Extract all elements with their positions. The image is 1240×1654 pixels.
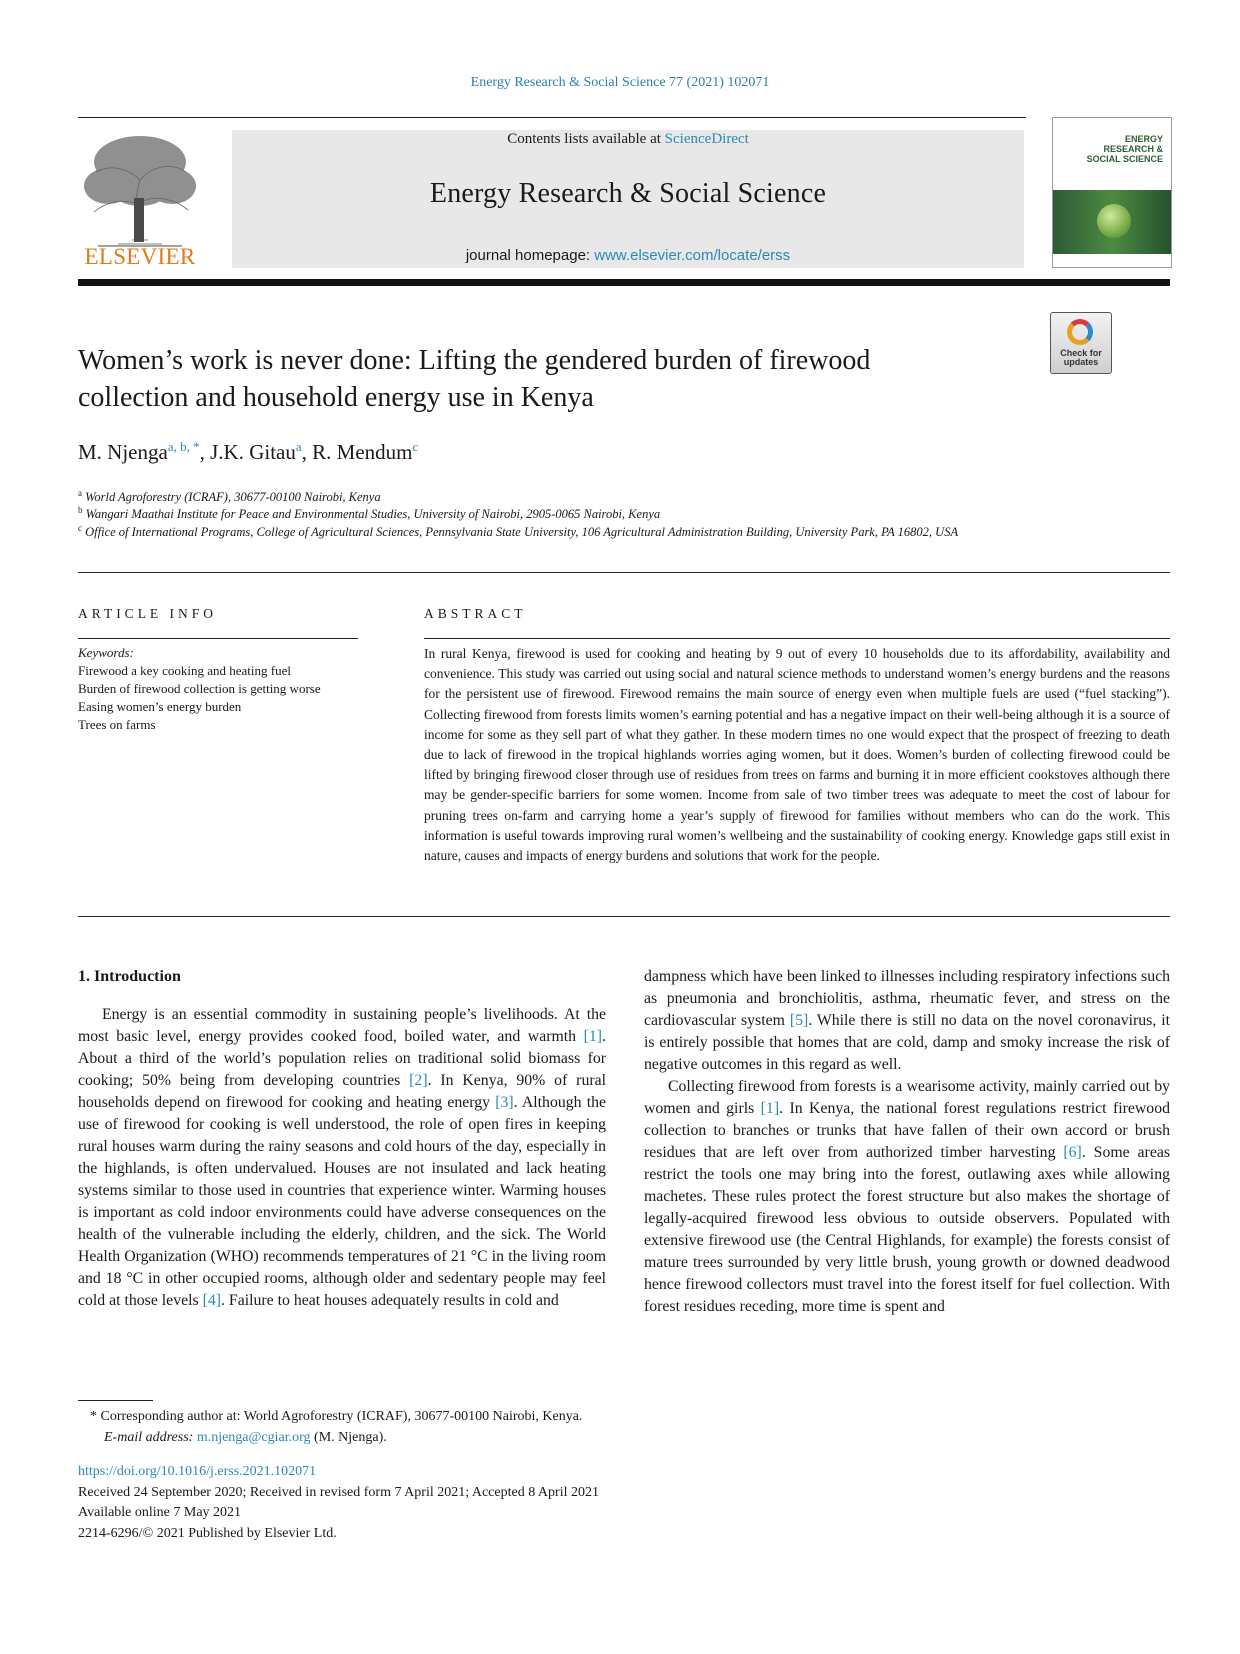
body-paragraph <box>644 966 1170 1076</box>
body-paragraph <box>78 1004 606 1312</box>
affiliation-mark: c <box>78 523 82 533</box>
journal-cover-thumbnail[interactable] <box>1052 117 1172 268</box>
abstract-heading: ABSTRACT <box>424 606 527 621</box>
article-info-rule <box>78 638 358 639</box>
corresponding-author-note: * Corresponding author at: World Agroforestry (ICRAF), 30677-00100 Nairobi, Kenya. <box>90 1409 583 1424</box>
affiliation-text: Wangari Maathai Institute for Peace and Environmental Studies, University of Nairobi, 2905-0065 Nairobi, Kenya <box>85 507 661 522</box>
email-label: E-mail address: <box>104 1430 197 1445</box>
citation-reference-link[interactable]: [1] <box>583 1028 603 1045</box>
body-text: . Although the use of firewood for cooking is well understood, the role of open fires in keeping rural houses warm during the rainy seasons and cold hours of the day, especially in the highlands, is often undervalued. Houses are not insulated and lack heating systems similar to those used in countries that experience winter. Warming houses is important as cold indoor environments could have adverse consequences on the health of the vulnerable including the elderly, children, and the sick. The World Health Organization (WHO) recommends temperatures of 21 °C in the living room and 18 °C in other occupied rooms, although older and sedentary people may feel cold at those levels <box>78 1094 606 1309</box>
keywords-label: Keywords: <box>78 645 134 660</box>
publication-info <box>78 1462 599 1544</box>
keyword: Easing women’s energy burden <box>78 699 242 714</box>
citation-reference-link[interactable]: [3] <box>495 1094 514 1111</box>
check-updates-icon <box>1067 319 1093 345</box>
introduction-heading: 1. Introduction <box>78 968 181 985</box>
body-text: Collecting firewood from forests is a wearisome activity, mainly carried out by women and girls <box>644 1078 1170 1117</box>
citation-reference-link[interactable]: [1] <box>760 1100 780 1117</box>
keyword: Burden of firewood collection is getting worse <box>78 681 321 696</box>
author-affiliation-mark[interactable]: a <box>295 439 302 454</box>
keyword: Firewood a key cooking and heating fuel <box>78 663 291 678</box>
received-dates: Received 24 September 2020; Received in revised form 7 April 2021; Accepted 8 April 2021 <box>78 1484 599 1500</box>
body-text: . In Kenya, 90% of rural households depend on firewood for cooking and heating energy <box>78 1072 606 1111</box>
affiliation-text: Office of International Programs, College of Agricultural Sciences, Pennsylvania State University, 106 Agricultural Administration Building, University Park, PA 16802, USA <box>85 525 959 540</box>
sciencedirect-link[interactable]: ScienceDirect <box>664 131 749 147</box>
cover-title: ENERGY RESEARCH & SOCIAL SCIENCE <box>1086 134 1163 164</box>
journal-citation[interactable]: Energy Research & Social Science 77 (2021) 102071 <box>470 75 770 90</box>
check-updates-label: Check for updates <box>1060 348 1102 367</box>
email-suffix: (M. Njenga). <box>310 1430 387 1445</box>
body-paragraph <box>644 1076 1170 1318</box>
affiliation-mark: b <box>78 505 83 515</box>
keyword: Trees on farms <box>78 717 156 732</box>
author-name[interactable]: R. Mendum <box>312 440 413 464</box>
check-for-updates-button[interactable] <box>1050 312 1112 374</box>
author-separator: , <box>301 440 313 464</box>
header-rule <box>78 117 1026 118</box>
affiliation-text: World Agroforestry (ICRAF), 30677-00100 Nairobi, Kenya <box>85 490 381 505</box>
author-affiliation-mark[interactable]: c <box>412 439 419 454</box>
affiliation <box>78 519 1028 541</box>
citation-reference-link[interactable]: [6] <box>1063 1144 1082 1161</box>
keywords-block <box>78 644 358 734</box>
globe-icon <box>1097 204 1131 238</box>
author-list <box>78 440 418 465</box>
body-column-right <box>644 966 1170 1318</box>
citation-reference-link[interactable]: [5] <box>789 1012 809 1029</box>
doi-link[interactable]: https://doi.org/10.1016/j.erss.2021.102071 <box>78 1464 317 1479</box>
email-line <box>90 1427 582 1448</box>
body-text: . About a third of the world’s population relies on traditional solid biomass for cooking; 50% being from developing countries <box>78 1028 606 1089</box>
citation-reference-link[interactable]: [4] <box>202 1292 222 1309</box>
body-text: dampness which have been linked to illnesses including respiratory infections such as pneumonia and bronchiolitis, asthma, rheumatic fever, and stress on the cardiovascular system <box>644 968 1170 1029</box>
copyright-line: 2214-6296/© 2021 Published by Elsevier Ltd. <box>78 1525 337 1541</box>
contents-prefix: Contents lists available at <box>507 131 665 147</box>
header-thick-rule <box>78 279 1170 286</box>
email-link[interactable]: m.njenga@cgiar.org <box>196 1430 311 1445</box>
footnote-rule <box>78 1400 153 1401</box>
body-text: . Some areas restrict the tools one may bring into the forest, outlawing axes while allowing machetes. These rules protect the forest structure but also makes the shortage of legally-acquired firewood less obvious to outside observers. Populated with extensive firewood use (the Central Highlands, for example) the forests consist of mature trees surrounded by very little brush, young growth or downed deadwood hence firewood collectors must travel into the forest itself for fuel collection. With forest residues receding, more time is spent and <box>644 1144 1170 1315</box>
author-name[interactable]: M. Njenga <box>78 440 168 464</box>
elsevier-wordmark: ELSEVIER <box>84 244 196 269</box>
homepage-link[interactable]: www.elsevier.com/locate/erss <box>594 247 791 264</box>
author-name[interactable]: J.K. Gitau <box>210 440 296 464</box>
author-affiliation-mark[interactable]: a, b, * <box>167 439 200 454</box>
abstract-text: In rural Kenya, firewood is used for cooking and heating by 9 out of every 10 households due to its affordability, availability and convenience. This study was carried out using social and natural science methods to understand women’s energy burdens and the reasons for the persistent use of firewood. Firewood remains the main source of energy even when multiple fuels are used (“fuel stacking”). Collecting firewood from forests limits women’s earning potential and has a negative impact on their well-being although it is a source of income for some as they sell part of what they gather. In these modern times no one would expect that the prospect of freezing to death due to lack of firewood in the tropical highlands worries aging women, but it does. Women’s burden of collecting firewood could be lifted by bringing firewood closer through use of residues from trees on farms and burning it in more efficient cookstoves although there may be gender-specific barriers for some women. Income from sale of two timber trees was adequate to meet the cost of labour for pruning trees on-farm and carrying home a year’s supply of firewood for families without members who can do the work. This information is useful towards improving rural women’s wellbeing and the sustainability of cooking energy. Knowledge gaps still exist in nature, causes and impacts of energy burdens and solutions that work for the people. <box>424 646 1170 864</box>
homepage-prefix: journal homepage: <box>465 247 595 264</box>
body-text: . While there is still no data on the novel coronavirus, it is entirely possible that homes that are cold, damp and smoky increase the risk of negative outcomes in this regard as well. <box>644 1012 1170 1073</box>
body-text: Energy is an essential commodity in sustaining people’s livelihoods. At the most basic level, energy provides cooked food, boiled water, and warmth <box>78 1006 606 1045</box>
citation-reference-link[interactable]: [2] <box>409 1072 428 1089</box>
body-text: . In Kenya, the national forest regulations restrict firewood collection to branches or trunks that have fallen of their own accord or brush residues that are left over from authorized timber harvesting <box>644 1100 1170 1161</box>
footnote <box>90 1406 582 1448</box>
section-rule <box>78 916 1170 917</box>
affiliation-mark: a <box>78 488 82 498</box>
abstract-rule <box>424 638 1170 639</box>
section-rule <box>78 572 1170 573</box>
journal-title: Energy Research & Social Science <box>429 178 827 209</box>
body-text: . Failure to heat houses adequately results in cold and <box>221 1292 559 1309</box>
author-separator: , <box>199 440 211 464</box>
body-column-left <box>78 1004 606 1312</box>
available-online: Available online 7 May 2021 <box>78 1505 242 1520</box>
homepage-line <box>232 247 1024 264</box>
article-title: Women’s work is never done: Lifting the gendered burden of firewood collection and household energy use in Kenya <box>78 345 871 413</box>
contents-line <box>232 131 1024 148</box>
article-info-heading: ARTICLE INFO <box>78 606 218 621</box>
